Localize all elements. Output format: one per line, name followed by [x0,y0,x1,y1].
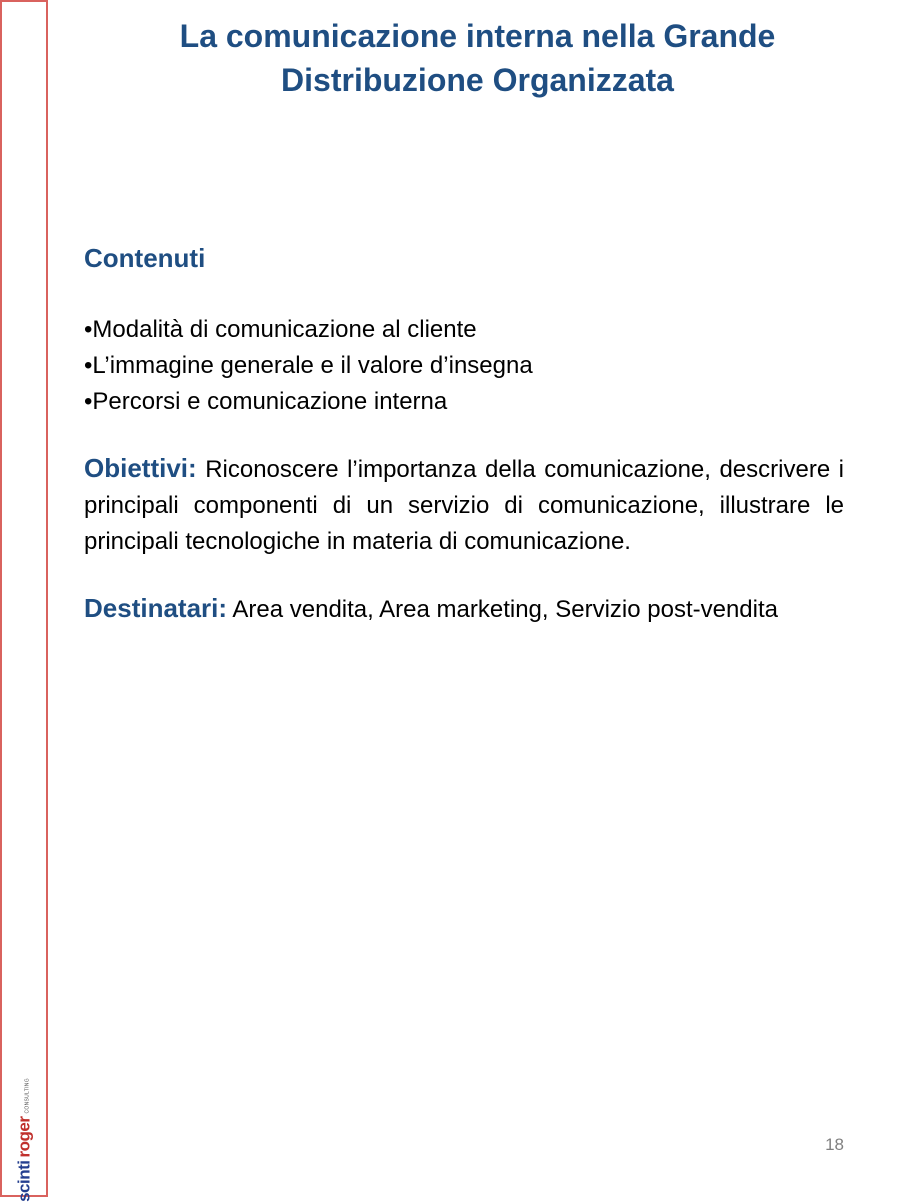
contenuti-item: •L’immagine generale e il valore d’insegna [84,352,533,379]
contenuti-list [84,312,844,420]
page-title-line-1: La comunicazione interna nella Grande [179,18,776,54]
contenuti-item: •Percorsi e comunicazione interna [84,388,448,415]
obiettivi-paragraph [84,450,844,560]
page-title-line-2: Distribuzione Organizzata [281,62,674,98]
destinatari-label: Destinatari: [84,593,228,623]
obiettivi-text: Riconoscere l’importanza della comunicazione, descrivere i principali componenti di un servizio di comunicazione, illustrare le principali tecnologiche in materia di comunicazione. [84,456,845,555]
page-title [80,14,875,102]
side-band [0,0,48,1197]
obiettivi-label: Obiettivi: [84,453,197,483]
slide-content [84,240,844,628]
logo-tagline: CONSULTING [24,1078,31,1114]
logo-roger-text: roger [14,1116,34,1158]
page-number: 18 [825,1135,844,1154]
contenuti-item: •Modalità di comunicazione al cliente [84,316,477,343]
contenuti-heading: Contenuti [84,243,206,273]
destinatari-paragraph [84,590,844,628]
destinatari-text: Area vendita, Area marketing, Servizio post-vendita [232,596,779,623]
logo-scinti-text: scinti [14,1160,34,1202]
company-logo [0,1078,48,1202]
